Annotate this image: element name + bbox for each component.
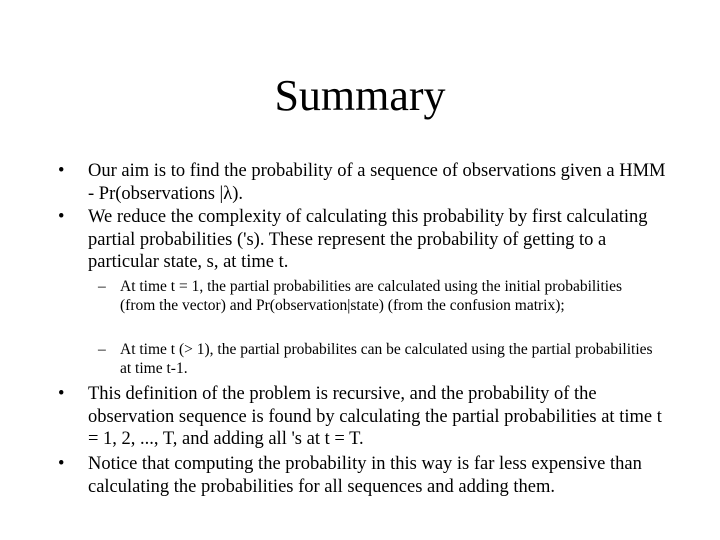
bullet-item-4 (58, 453, 668, 498)
bullet-marker: • (58, 207, 65, 227)
bullet-marker: • (58, 161, 65, 181)
bullet-marker: • (58, 454, 65, 474)
sub-bullet-marker: – (98, 278, 106, 295)
sub-bullet-item-1 (98, 277, 658, 315)
bullet-text: Our aim is to find the probability of a sequence of observations given a HMM - Pr(observations |λ). (88, 161, 666, 204)
bullet-text: We reduce the complexity of calculating this probability by first calculating partial probabilities ('s). These represent the probability of getting to a particular state, s, at time t. (88, 207, 648, 272)
sub-bullet-marker: – (98, 341, 106, 358)
sub-bullet-text: At time t (> 1), the partial probabilites can be calculated using the partial probabilities at time t-1. (120, 341, 653, 377)
bullet-text: This definition of the problem is recursive, and the probability of the observation sequence is found by calculating the partial probabilities at time t = 1, 2, ..., T, and adding all 's at t = T. (88, 384, 662, 449)
bullet-item-2 (58, 206, 668, 274)
slide-title: Summary (274, 71, 446, 120)
bullet-marker: • (58, 384, 65, 404)
bullet-item-3 (58, 383, 668, 451)
bullet-item-1 (58, 160, 668, 205)
sub-bullet-text: At time t = 1, the partial probabilities are calculated using the initial probabilities (from the vector) and Pr(observation|state) (from the confusion matrix); (120, 278, 623, 314)
sub-bullet-item-2 (98, 340, 658, 378)
bullet-text: Notice that computing the probability in this way is far less expensive than calculating the probabilities for all sequences and adding them. (88, 454, 642, 497)
